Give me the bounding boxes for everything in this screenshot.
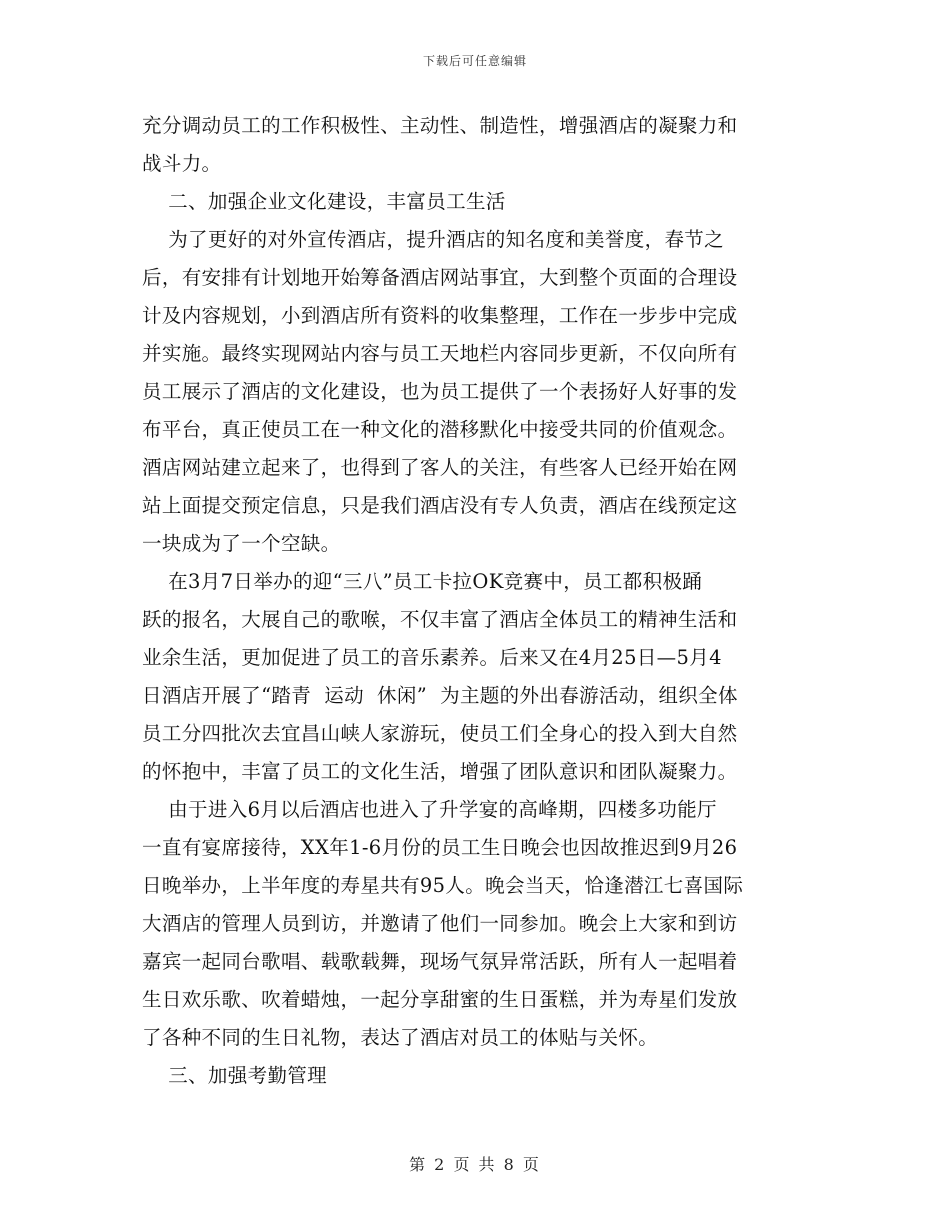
text-line: 酒店网站建立起来了，也得到了客人的关注，有些客人已经开始在网 [142,456,738,479]
text-line: 员工分四批次去宜昌山峡人家游玩，使员工们全身心的投入到大自然 [142,722,738,745]
text-line: 充分调动员工的工作积极性、主动性、制造性，增强酒店的凝聚力和 [142,114,738,137]
text-line: 嘉宾一起同台歌唱、载歌载舞，现场气氛异常活跃，所有人一起唱着 [142,950,738,973]
text-line: 为了更好的对外宣传酒店，提升酒店的知名度和美誉度，春节之 [142,228,724,251]
page-header-note: 下载后可任意编辑 [422,54,527,68]
text-line: 了各种不同的生日礼物，表达了酒店对员工的体贴与关怀。 [142,1026,659,1049]
text-line: 由于进入6月以后酒店也进入了升学宴的高峰期，四楼多功能厅 [142,798,717,821]
section-heading: 三、加强考勤管理 [142,1064,327,1087]
text-line: 站上面提交预定信息，只是我们酒店没有专人负责，酒店在线预定这 [142,494,738,517]
text-line: 员工展示了酒店的文化建设，也为员工提供了一个表扬好人好事的发 [142,380,738,403]
text-line: 布平台，真正使员工在一种文化的潜移默化中接受共同的价值观念。 [142,418,738,441]
text-line: 并实施。最终实现网站内容与员工天地栏内容同步更新，不仅向所有 [142,342,738,365]
text-line: 战斗力。 [142,152,222,175]
text-line: 业余生活，更加促进了员工的音乐素养。后来又在4月25日—5月4 [142,646,722,669]
text-line: 一直有宴席接待，XX年1-6月份的员工生日晚会也因故推迟到9月26 [142,836,738,859]
text-line: 的怀抱中，丰富了员工的文化生活，增强了团队意识和团队凝聚力。 [142,760,738,783]
text-line: 在3月7日举办的迎“三八”员工卡拉OK竞赛中，员工都积极踊 [142,570,703,593]
text-line: 后，有安排有计划地开始筹备酒店网站事宜，大到整个页面的合理设 [142,266,738,289]
text-line: 计及内容规划，小到酒店所有资料的收集整理，工作在一步步中完成 [142,304,738,327]
text-line: 大酒店的管理人员到访，并邀请了他们一同参加。晚会上大家和到访 [142,912,738,935]
text-line: 生日欢乐歌、吹着蜡烛，一起分享甜蜜的生日蛋糕，并为寿星们发放 [142,988,738,1011]
section-heading: 二、加强企业文化建设，丰富员工生活 [142,190,506,213]
page-number-footer: 第 2 页 共 8 页 [409,1155,541,1174]
body-text [142,107,807,1095]
text-line: 跃的报名，大展自己的歌喉，不仅丰富了酒店全体员工的精神生活和 [142,608,738,631]
text-line: 日酒店开展了“踏青 运动 休闲” 为主题的外出春游活动，组织全体 [142,684,738,707]
text-line: 日晚举办，上半年度的寿星共有95人。晚会当天，恰逢潜江七喜国际 [142,874,744,897]
text-line: 一块成为了一个空缺。 [142,532,341,555]
